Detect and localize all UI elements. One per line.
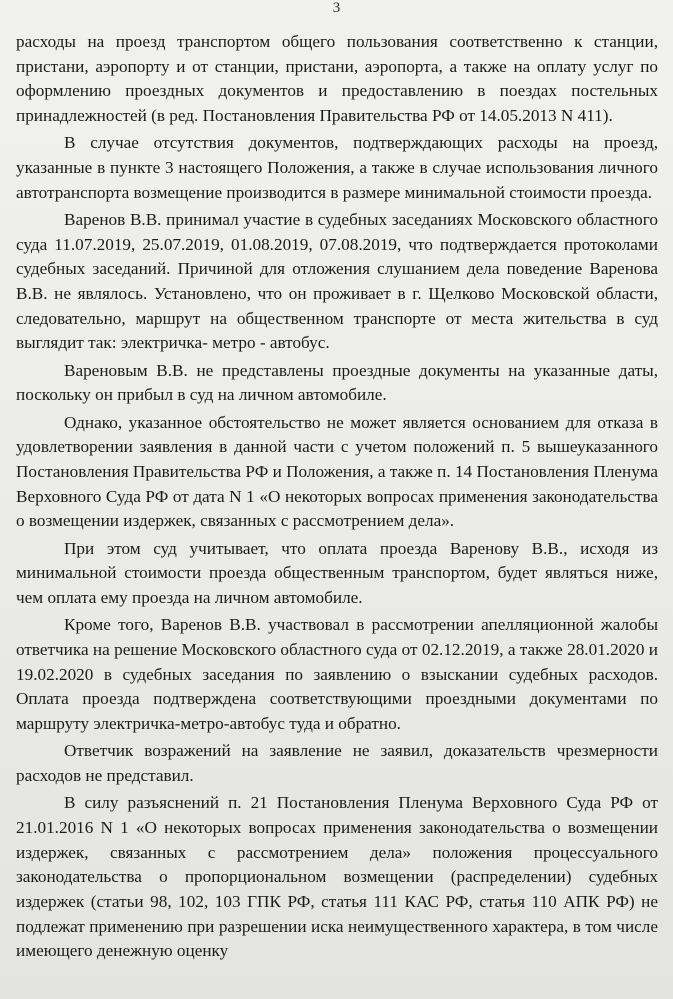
paragraph-travel-expenses: расходы на проезд транспортом общего пользования соответственно к станции, пристани, аэропорту и от станции, пристани, аэропорта, а также на оплату услуг по оформлению проездных документов и предоставлению в поездах постельных принадлежностей (в ред. Постановления Правительства РФ от 14.05.2013 N 411). bbox=[16, 32, 658, 126]
paragraph-appeal-participation: Кроме того, Варенов В.В. участвовал в рассмотрении апелляционной жалобы ответчика на решение Московского областного суда от 02.12.2019, а также 28.01.2020 и 19.02.2020 в судебных заседания по заявлению о взыскании судебных расходов. Оплата проезда подтверждена соответствующими проездными документами по маршруту электричка-метро-автобус туда и обратно. bbox=[16, 615, 658, 733]
page-number: 3 bbox=[332, 0, 341, 16]
document-body bbox=[16, 30, 658, 967]
paragraph-no-objections: Ответчик возражений на заявление не заявил, доказательств чрезмерности расходов не представил. bbox=[16, 741, 658, 785]
paragraph-no-tickets: Вареновым В.В. не представлены проездные документы на указанные даты, поскольку он прибыл в суд на личном автомобиле. bbox=[16, 360, 658, 405]
paragraph-court-sessions: Варенов В.В. принимал участие в судебных заседаниях Московского областного суда 11.07.2019, 25.07.2019, 01.08.2019, 07.08.2019, что подтверждается протоколами судебных заседаний. Причиной для отложения слушанием дела поведение Варенова В.В. не являлось. Установлено, что он проживает в г. Щелково Московской области, следовательно, маршрут на общественном транспорте от места жительства в суд выглядит так: электричка- метро - автобус. bbox=[16, 209, 658, 353]
paragraph-cost-comparison: При этом суд учитывает, что оплата проезда Варенову В.В., исходя из минимальной стоимости проезда общественным транспортом, будет являться ниже, чем оплата ему проезда на личном автомобиле. bbox=[16, 538, 658, 607]
paragraph-plenum-clarification: В силу разъяснений п. 21 Постановления Пленума Верховного Суда РФ от 21.01.2016 N 1 «О некоторых вопросах применения законодательства о возмещении издержек, связанных с рассмотрением дела» положения процессуального законодательства о пропорциональном возмещении (распределении) судебных издержек (статьи 98, 102, 103 ГПК РФ, статья 111 КАС РФ, статья 110 АПК РФ) не подлежат применению при разрешении иска неимущественного характера, в том числе имеющего денежную оценку bbox=[16, 793, 658, 961]
paragraph-missing-documents: В случае отсутствия документов, подтверждающих расходы на проезд, указанные в пункте 3 настоящего Положения, а также в случае использования личного автотранспорта возмещение производится в размере минимальной стоимости проезда. bbox=[16, 133, 658, 202]
paragraph-not-grounds-for-refusal: Однако, указанное обстоятельство не может является основанием для отказа в удовлетворении заявления в данной части с учетом положений п. 5 вышеуказанного Постановления Правительства РФ и Положения, а также п. 14 Постановления Пленума Верховного Суда РФ от дата N 1 «О некоторых вопросах применения законодательства о возмещении издержек, связанных с рассмотрением дела». bbox=[16, 412, 658, 531]
